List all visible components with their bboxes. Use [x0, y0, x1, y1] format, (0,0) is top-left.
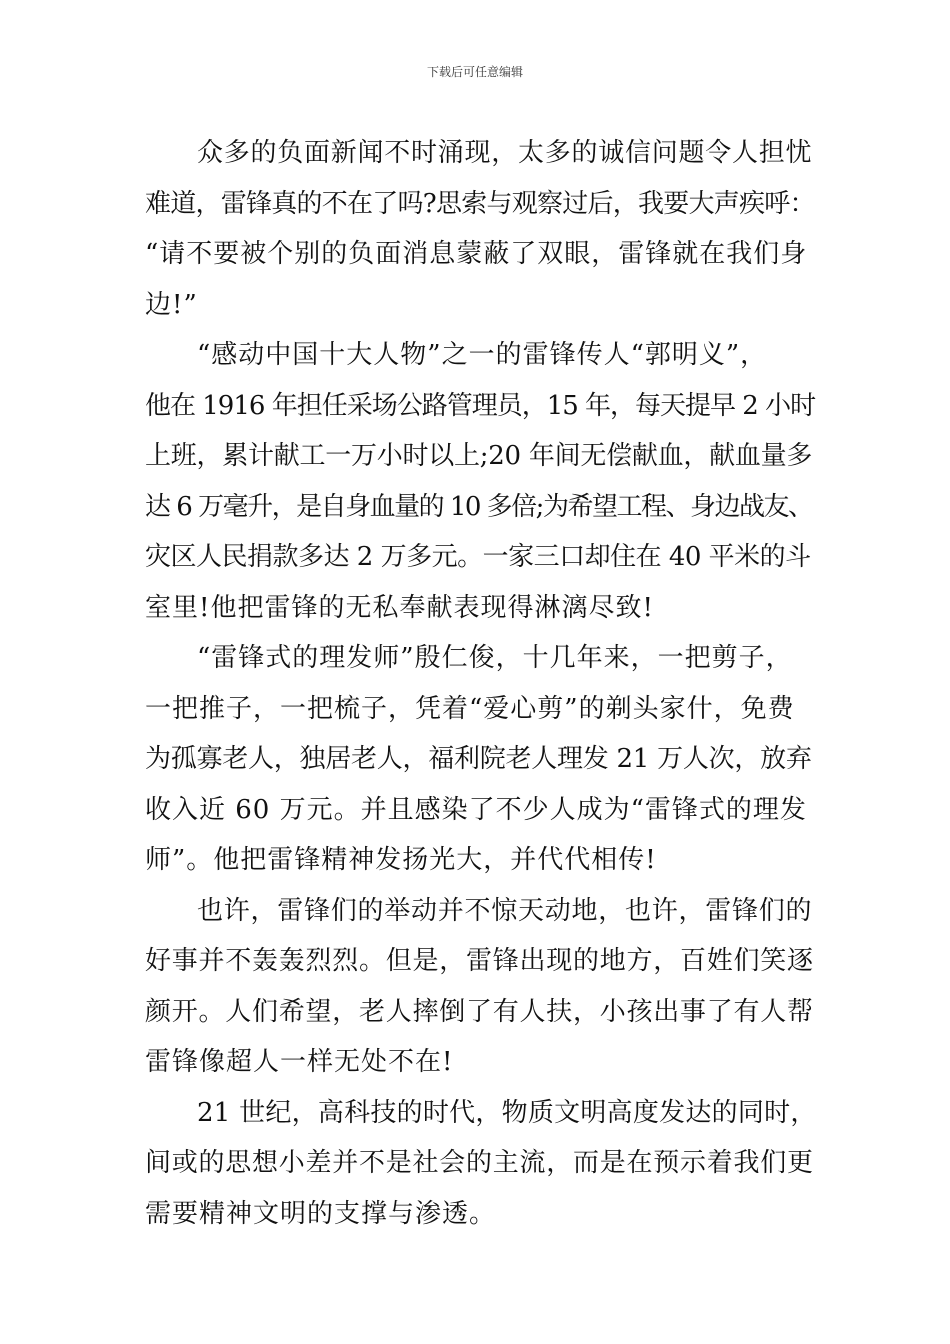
page-header: 下载后可任意编辑: [426, 65, 523, 79]
text-line: 众多的负面新闻不时涌现，太多的诚信问题令人担忧: [197, 138, 813, 168]
paragraph-2: [145, 330, 817, 633]
text-line: 一把推子，一把梳子，凭着“爱心剪”的剃头家什，免费: [145, 693, 795, 724]
text-line: 雷锋像超人一样无处不在!: [145, 1047, 454, 1077]
text-line: 边!”: [145, 289, 198, 320]
text-line: 收入近 60 万元。并且感染了不少人成为“雷锋式的理发: [145, 794, 807, 825]
text-line: 间或的思想小差并不是社会的主流，而是在预示着我们更: [145, 1148, 814, 1178]
text-line: 需要精神文明的支撑与渗透。: [145, 1198, 497, 1229]
text-line: 颜开。人们希望，老人摔倒了有人扶，小孩出事了有人帮: [145, 996, 814, 1027]
text-line: 灾区人民捐款多达 2 万多元。一家三口却住在 40 平米的斗: [145, 542, 811, 572]
paragraph-5: [145, 1088, 817, 1240]
text-line: 师”。他把雷锋精神发扬光大，并代代相传!: [145, 845, 657, 875]
text-line: 上班，累计献工一万小时以上;20 年间无偿献血，献血量多: [145, 441, 813, 471]
text-line: 难道，雷锋真的不在了吗?思索与观察过后，我要大声疾呼：: [145, 188, 815, 219]
paragraph-1: [145, 128, 817, 330]
paragraph-3: [145, 633, 817, 886]
text-line: 21 世纪，高科技的时代，物质文明高度发达的同时，: [197, 1097, 817, 1128]
text-line: 达 6 万毫升，是自身血量的 10 多倍;为希望工程、身边战友、: [145, 491, 813, 522]
text-line: 他在 1916 年担任采场公路管理员，15 年，每天提早 2 小时: [145, 390, 816, 421]
text-line: 也许，雷锋们的举动并不惊天动地，也许，雷锋们的: [197, 895, 813, 926]
text-line: “感动中国十大人物”之一的雷锋传人“郭明义”，: [197, 340, 768, 370]
document-body: [145, 128, 817, 1239]
text-line: 好事并不轰轰烈烈。但是，雷锋出现的地方，百姓们笑逐: [145, 946, 814, 976]
text-line: “请不要被个别的负面消息蒙蔽了双眼，雷锋就在我们身: [145, 239, 808, 269]
paragraph-4: [145, 886, 817, 1088]
text-line: 室里!他把雷锋的无私奉献表现得淋漓尽致!: [145, 592, 654, 623]
text-line: “雷锋式的理发师”殷仁俊，十几年来，一把剪子，: [197, 643, 793, 673]
text-line: 为孤寡老人，独居老人，福利院老人理发 21 万人次，放弃: [145, 744, 812, 774]
